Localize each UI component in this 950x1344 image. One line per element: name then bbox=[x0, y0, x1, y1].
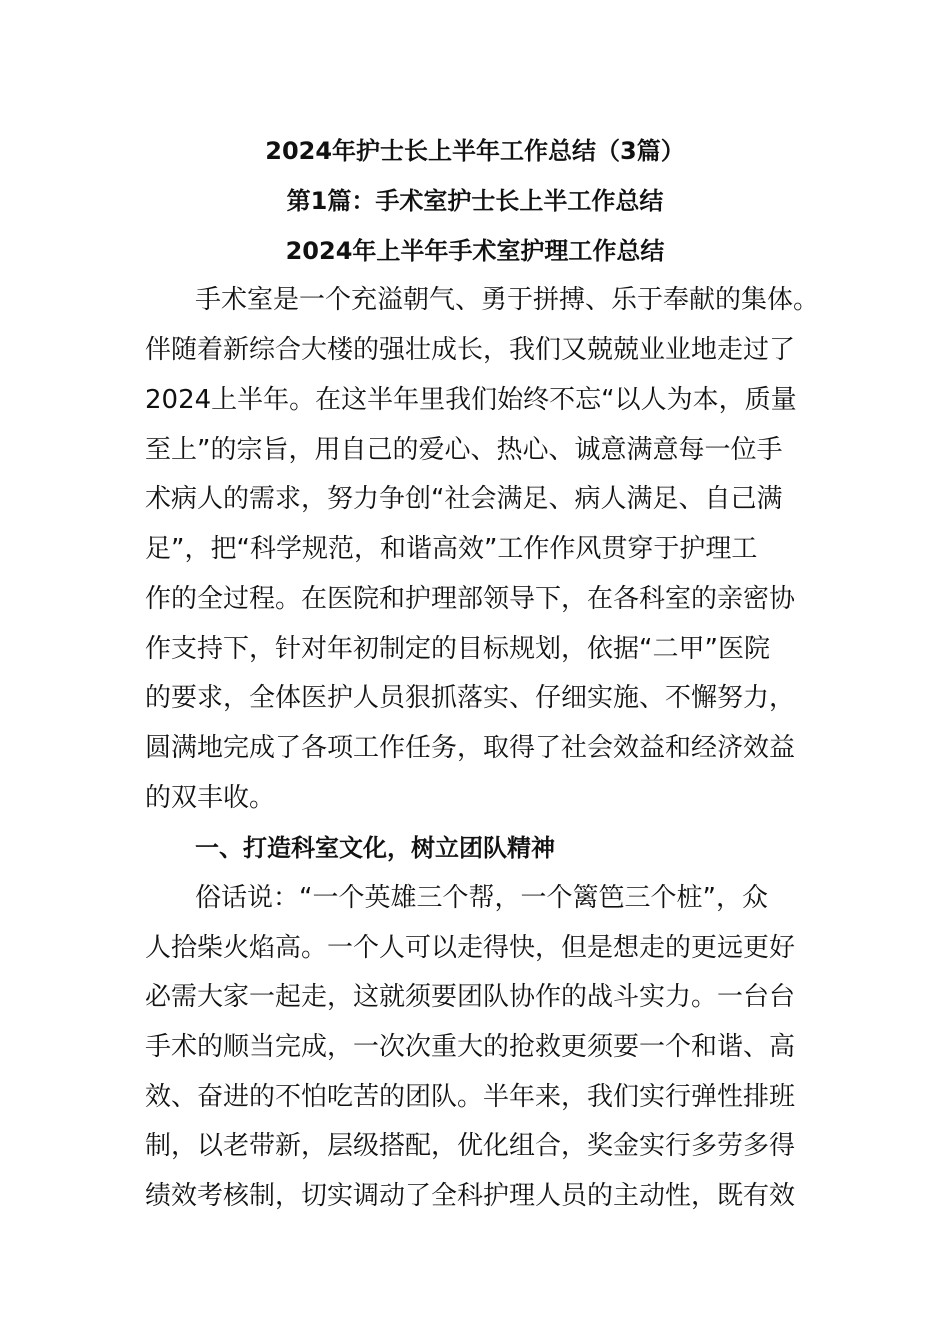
paragraph-line: 手术室是一个充溢朝气、勇于拼搏、乐于奉献的集体。 bbox=[195, 285, 820, 315]
paragraph-line: 制，以老带新，层级搭配，优化组合，奖金实行多劳多得 bbox=[145, 1131, 796, 1161]
paragraph-line: 作的全过程。在医院和护理部领导下，在各科室的亲密协 bbox=[145, 584, 796, 614]
paragraph-line: 人拾柴火焰高。一个人可以走得快，但是想走的更远更好 bbox=[145, 933, 796, 963]
paragraph-line: 术病人的需求，努力争创“社会满足、病人满足、自己满 bbox=[145, 484, 783, 514]
paragraph-line: 的双丰收。 bbox=[145, 783, 276, 813]
section-heading: 一、打造科室文化，树立团队精神 bbox=[195, 834, 555, 862]
report-title: 2024年上半年手术室护理工作总结 bbox=[285, 237, 665, 265]
paragraph-line: 至上”的宗旨，用自己的爱心、热心、诚意满意每一位手 bbox=[145, 435, 783, 465]
document-subtitle: 第1篇：手术室护士长上半工作总结 bbox=[286, 187, 664, 215]
paragraph-line: 的要求，全体医护人员狠抓落实、仔细实施、不懈努力， bbox=[145, 683, 796, 713]
paragraph-line: 作支持下，针对年初制定的目标规划，依据“二甲”医院 bbox=[145, 634, 770, 664]
paragraph-line: 效、奋进的不怕吃苦的团队。半年来，我们实行弹性排班 bbox=[145, 1082, 796, 1112]
paragraph-line: 伴随着新综合大楼的强壮成长，我们又兢兢业业地走过了 bbox=[145, 335, 796, 365]
paragraph-line: 绩效考核制，切实调动了全科护理人员的主动性，既有效 bbox=[145, 1181, 796, 1211]
paragraph-line: 足”，把“科学规范，和谐高效”工作作风贯穿于护理工 bbox=[145, 534, 758, 564]
paragraph-line: 圆满地完成了各项工作任务，取得了社会效益和经济效益 bbox=[145, 733, 796, 763]
paragraph-line: 必需大家一起走，这就须要团队协作的战斗实力。一台台 bbox=[145, 982, 796, 1012]
paragraph-line: 2024上半年。在这半年里我们始终不忘“以人为本，质量 bbox=[145, 385, 797, 415]
paragraph-line: 俗话说：“一个英雄三个帮，一个篱笆三个桩”，众 bbox=[195, 883, 768, 913]
document-title: 2024年护士长上半年工作总结（3篇） bbox=[265, 137, 685, 165]
paragraph-line: 手术的顺当完成，一次次重大的抢救更须要一个和谐、高 bbox=[145, 1032, 796, 1062]
